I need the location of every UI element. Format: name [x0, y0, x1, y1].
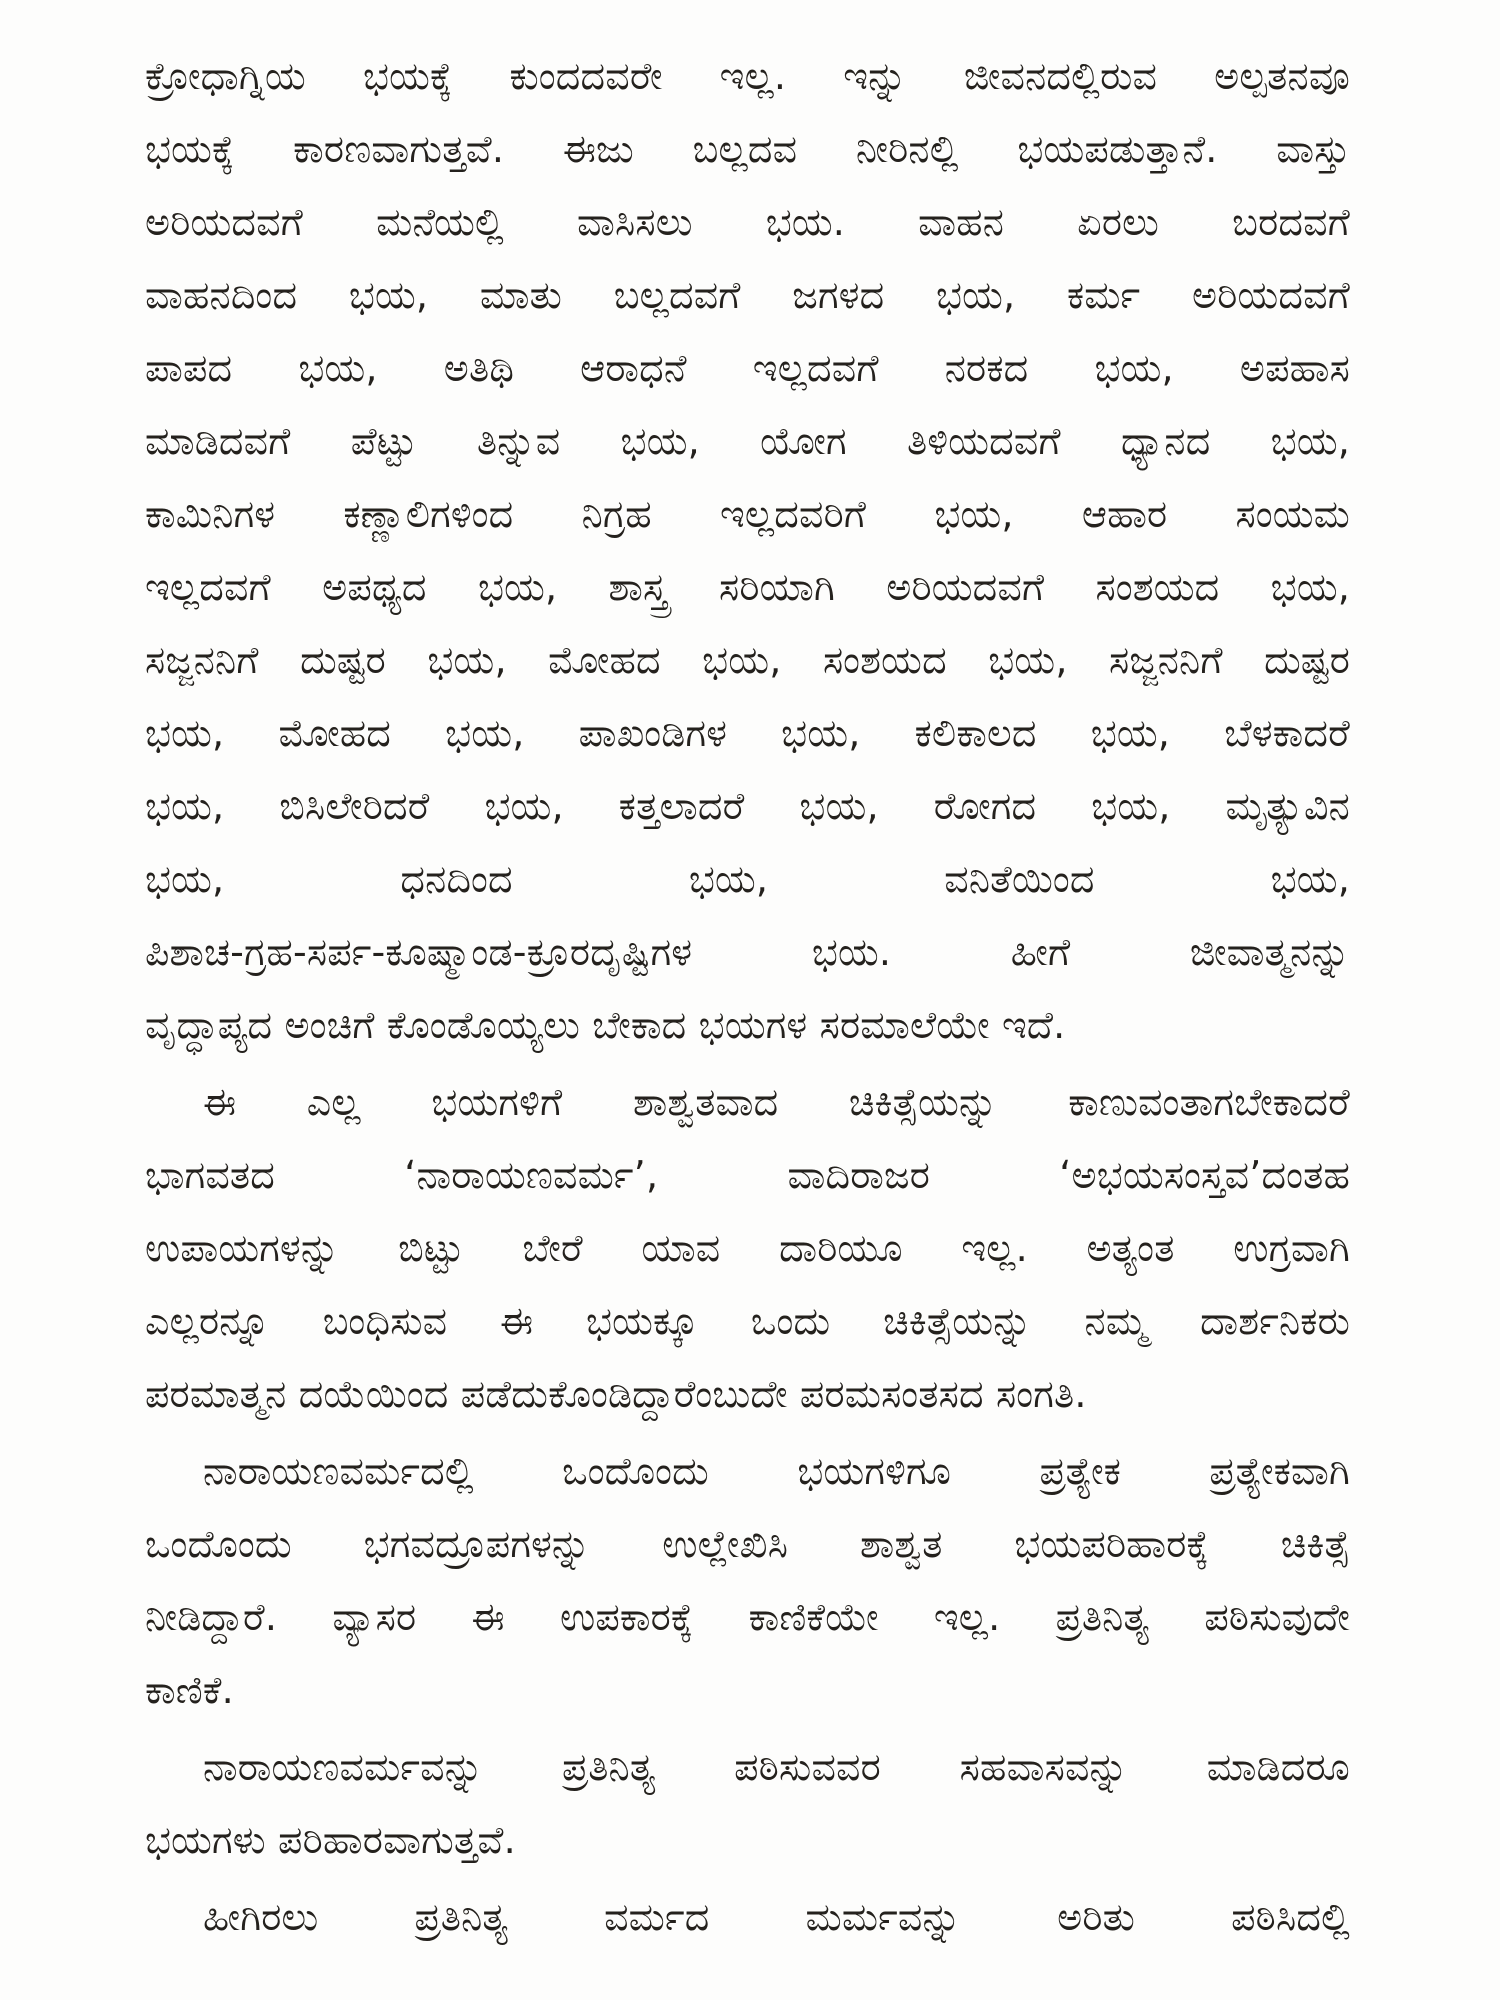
- text-line: ಹೀಗಿರಲು ಪ್ರತಿನಿತ್ಯ ವರ್ಮದ ಮರ್ಮವನ್ನು ಅರಿತು ಪಠಿಸಿದಲ್ಲಿ: [203, 1895, 1350, 1939]
- paragraph: [145, 1435, 1350, 1727]
- paragraph: [145, 1731, 1350, 1877]
- text-line: ಉಪಾಯಗಳನ್ನು ಬಿಟ್ಟು ಬೇರೆ ಯಾವ ದಾರಿಯೂ ಇಲ್ಲ. ಅತ್ಯಂತ ಉಗ್ರವಾಗಿ: [145, 1226, 1350, 1270]
- text-line: ಭಯ, ಧನದಿಂದ ಭಯ, ವನಿತೆಯಿಂದ ಭಯ,: [145, 857, 1350, 901]
- text-line: ವೃದ್ಧಾಪ್ಯದ ಅಂಚಿಗೆ ಕೊಂಡೊಯ್ಯಲು ಬೇಕಾದ ಭಯಗಳ ಸರಮಾಲೆಯೇ ಇದೆ.: [145, 1003, 1066, 1047]
- text-line: ನೀಡಿದ್ದಾರೆ. ವ್ಯಾಸರ ಈ ಉಪಕಾರಕ್ಕೆ ಕಾಣಿಕೆಯೇ ಇಲ್ಲ. ಪ್ರತಿನಿತ್ಯ ಪಠಿಸುವುದೇ: [145, 1595, 1350, 1639]
- text-line: ಈ ಎಲ್ಲ ಭಯಗಳಿಗೆ ಶಾಶ್ವತವಾದ ಚಿಕಿತ್ಸೆಯನ್ನು ಕಾಣುವಂತಾಗಬೇಕಾದರೆ: [203, 1080, 1350, 1124]
- text-line: ಭಯಕ್ಕೆ ಕಾರಣವಾಗುತ್ತವೆ. ಈಜು ಬಲ್ಲದವ ನೀರಿನಲ್ಲಿ ಭಯಪಡುತ್ತಾನೆ. ವಾಸ್ತು: [145, 127, 1350, 171]
- text-line: ಕಾಣಿಕೆ.: [145, 1668, 234, 1712]
- text-line: ಪಿಶಾಚ-ಗ್ರಹ-ಸರ್ಪ-ಕೂಷ್ಮಾಂಡ-ಕ್ರೂರದೃಷ್ಟಿಗಳ ಭಯ. ಹೀಗೆ ಜೀವಾತ್ಮನನ್ನು: [145, 930, 1350, 974]
- text-line: ಪರಮಾತ್ಮನ ದಯೆಯಿಂದ ಪಡೆದುಕೊಂಡಿದ್ದಾರೆಂಬುದೇ ಪರಮಸಂತಸದ ಸಂಗತಿ.: [145, 1372, 1087, 1416]
- text-line: ವಾಹನದಿಂದ ಭಯ, ಮಾತು ಬಲ್ಲದವಗೆ ಜಗಳದ ಭಯ, ಕರ್ಮ ಅರಿಯದವಗೆ: [145, 273, 1350, 317]
- text-line: ಕಾಮಿನಿಗಳ ಕಣ್ಣಾಲಿಗಳಿಂದ ನಿಗ್ರಹ ಇಲ್ಲದವರಿಗೆ ಭಯ, ಆಹಾರ ಸಂಯಮ: [145, 492, 1350, 536]
- text-line: ಎಲ್ಲರನ್ನೂ ಬಂಧಿಸುವ ಈ ಭಯಕ್ಕೂ ಒಂದು ಚಿಕಿತ್ಸೆಯನ್ನು ನಮ್ಮ ದಾರ್ಶನಿಕರು: [145, 1299, 1350, 1343]
- text-line: ಸಜ್ಜನನಿಗೆ ದುಷ್ಟರ ಭಯ, ಮೋಹದ ಭಯ, ಸಂಶಯದ ಭಯ, ಸಜ್ಜನನಿಗೆ ದುಷ್ಟರ: [145, 638, 1350, 682]
- text-line: ಭಾಗವತದ ‘ನಾರಾಯಣವರ್ಮ’, ವಾದಿರಾಜರ ‘ಅಭಯಸಂಸ್ತವ’ದಂತಹ: [145, 1153, 1350, 1197]
- text-line: ಭಯಗಳು ಪರಿಹಾರವಾಗುತ್ತವೆ.: [145, 1818, 516, 1862]
- text-line: ಪಾಪದ ಭಯ, ಅತಿಥಿ ಆರಾಧನೆ ಇಲ್ಲದವಗೆ ನರಕದ ಭಯ, ಅಪಹಾಸ: [145, 346, 1350, 390]
- text-line: ನಾರಾಯಣವರ್ಮದಲ್ಲಿ ಒಂದೊಂದು ಭಯಗಳಿಗೂ ಪ್ರತ್ಯೇಕ ಪ್ರತ್ಯೇಕವಾಗಿ: [203, 1449, 1350, 1493]
- text-line: ಭಯ, ಬಿಸಿಲೇರಿದರೆ ಭಯ, ಕತ್ತಲಾದರೆ ಭಯ, ರೋಗದ ಭಯ, ಮೃತ್ಯುವಿನ: [145, 784, 1350, 828]
- text-line: ನಾರಾಯಣವರ್ಮವನ್ನು ಪ್ರತಿನಿತ್ಯ ಪಠಿಸುವವರ ಸಹವಾಸವನ್ನು ಮಾಡಿದರೂ: [203, 1745, 1350, 1789]
- text-line: ಮಾಡಿದವಗೆ ಪೆಟ್ಟು ತಿನ್ನುವ ಭಯ, ಯೋಗ ತಿಳಿಯದವಗೆ ಧ್ಯಾನದ ಭಯ,: [145, 419, 1350, 463]
- text-line: ಕ್ರೋಧಾಗ್ನಿಯ ಭಯಕ್ಕೆ ಕುಂದದವರೇ ಇಲ್ಲ. ಇನ್ನು ಜೀವನದಲ್ಲಿರುವ ಅಲ್ಪತನವೂ: [145, 54, 1350, 98]
- body-text: [145, 40, 1350, 1958]
- text-line: ಇಲ್ಲದವಗೆ ಅಪಥ್ಯದ ಭಯ, ಶಾಸ್ತ್ರ ಸರಿಯಾಗಿ ಅರಿಯದವಗೆ ಸಂಶಯದ ಭಯ,: [145, 565, 1350, 609]
- paragraph: [145, 1881, 1350, 1954]
- paragraph: [145, 1066, 1350, 1431]
- paragraph: [145, 40, 1350, 1062]
- text-line: ಒಂದೊಂದು ಭಗವದ್ರೂಪಗಳನ್ನು ಉಲ್ಲೇಖಿಸಿ ಶಾಶ್ವತ ಭಯಪರಿಹಾರಕ್ಕೆ ಚಿಕಿತ್ಸೆ: [145, 1522, 1350, 1566]
- text-line: ಅರಿಯದವಗೆ ಮನೆಯಲ್ಲಿ ವಾಸಿಸಲು ಭಯ. ವಾಹನ ಏರಲು ಬರದವಗೆ: [145, 200, 1350, 244]
- text-line: ಭಯ, ಮೋಹದ ಭಯ, ಪಾಖಂಡಿಗಳ ಭಯ, ಕಲಿಕಾಲದ ಭಯ, ಬೆಳಕಾದರೆ: [145, 711, 1350, 755]
